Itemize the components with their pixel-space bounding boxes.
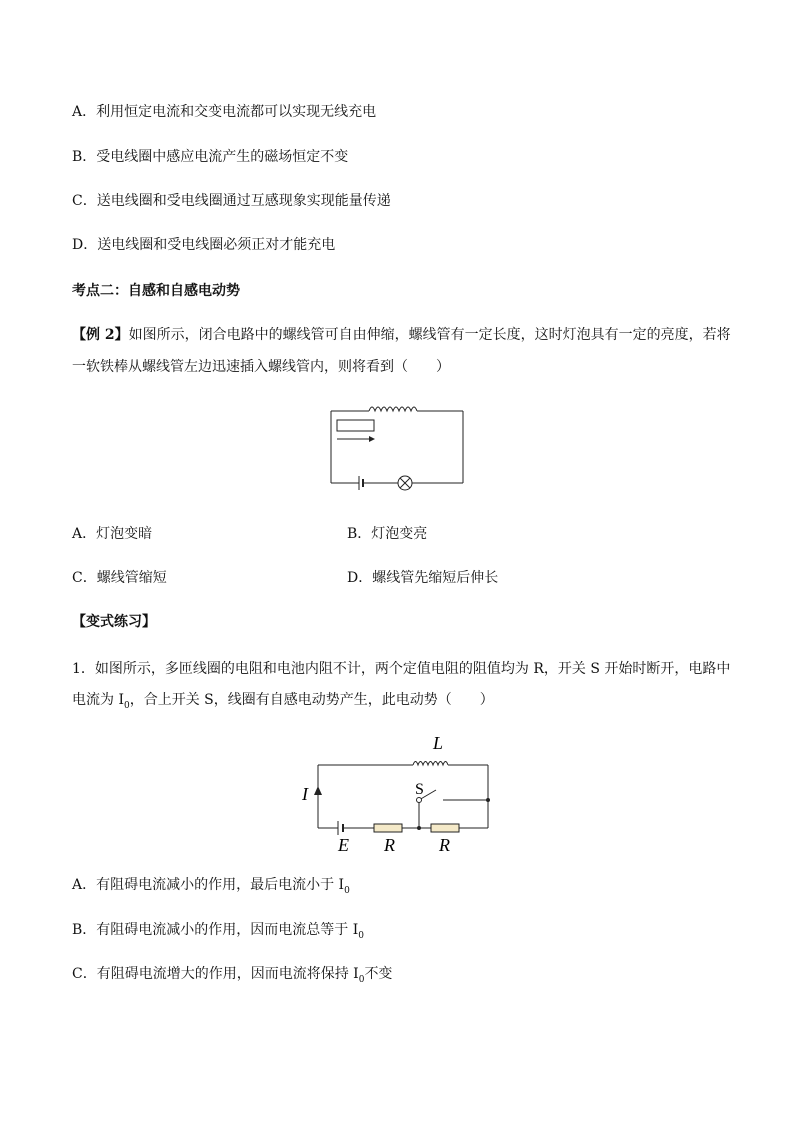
q1-option-c (72, 964, 392, 990)
question-1-line2 (72, 690, 494, 716)
label-L: L (433, 733, 444, 753)
example-text-1: 如图所示，闭合电路中的螺线管可自由伸缩，螺线管有一定长度，这时灯泡具有一定的亮度，若将 (128, 327, 731, 343)
label-E: E (338, 835, 349, 855)
inductor-circuit-diagram (298, 728, 498, 856)
example-option-b: B．灯泡变亮 (347, 526, 428, 542)
example-option-d: D．螺线管先缩短后伸长 (347, 570, 499, 586)
q1-option-c-text: C．有阻碍电流增大的作用，因而电流将保持 I (72, 966, 359, 982)
option-d: D．送电线圈和受电线圈必须正对才能充电 (72, 237, 336, 253)
example-option-a: A．灯泡变暗 (72, 526, 153, 542)
q1-option-b-sub: 0 (358, 930, 365, 941)
question-1-line1: 1．如图所示，多匝线圈的电阻和电池内阻不计，两个定值电阻的阻值均为 R，开关 S 开始时断开，电路中 (72, 661, 731, 677)
label-S: S (415, 781, 424, 798)
q1-text-post: ，合上开关 S，线圈有自感电动势产生，此电动势（ ） (129, 692, 494, 708)
q1-text-pre: 电流为 I (72, 692, 124, 708)
example-2-line2: 一软铁棒从螺线管左边迅速插入螺线管内，则将看到（ ） (72, 359, 450, 375)
q1-option-a-sub: 0 (344, 885, 350, 896)
q1-option-b-text: B．有阻碍电流减小的作用，因而电流总等于 I (72, 922, 359, 938)
example-option-c: C．螺线管缩短 (72, 570, 167, 586)
option-b: B．受电线圈中感应电流产生的磁场恒定不变 (72, 149, 349, 165)
option-c: C．送电线圈和受电线圈通过互感现象实现能量传递 (72, 193, 391, 209)
example-tag: 【例 2】 (72, 327, 129, 343)
q1-option-a-text: A．有阻碍电流减小的作用，最后电流小于 I (72, 877, 345, 893)
option-a: A．利用恒定电流和交变电流都可以实现无线充电 (72, 104, 377, 120)
practice-title: 【变式练习】 (72, 614, 156, 630)
q1-option-c-post: 不变 (364, 966, 393, 982)
q1-option-c-sub: 0 (358, 974, 365, 985)
label-R1: R (384, 835, 395, 855)
q1-option-a (72, 875, 350, 901)
solenoid-circuit-diagram (325, 403, 470, 493)
label-R2: R (439, 835, 450, 855)
q1-option-b (72, 920, 364, 946)
section-title: 考点二：自感和自感电动势 (72, 283, 240, 299)
example-2-line1 (72, 325, 731, 345)
label-I: I (302, 784, 308, 804)
q1-sub: 0 (123, 700, 130, 711)
